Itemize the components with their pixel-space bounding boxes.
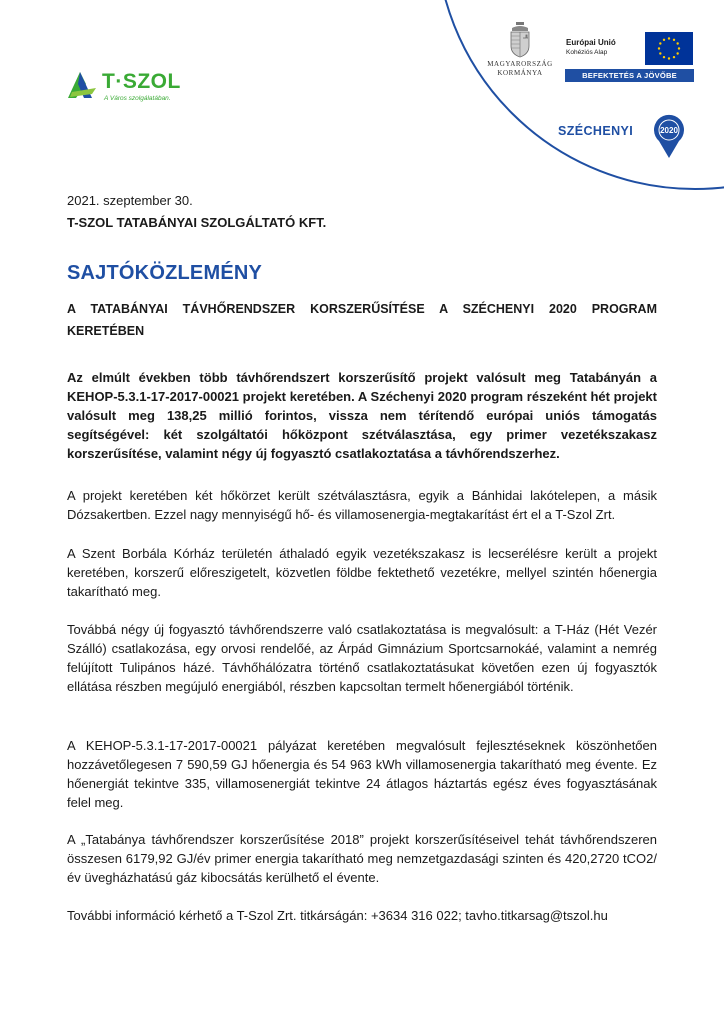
decorative-blue-arc [435, 0, 724, 190]
eu-star [659, 52, 661, 54]
eu-star [673, 39, 675, 41]
coat-of-arms-icon [508, 22, 532, 58]
company-name: T-SZOL TATABÁNYAI SZOLGÁLTATÓ KFT. [67, 215, 327, 230]
szechenyi-logo-text: SZÉCHENYI [558, 124, 634, 138]
paragraph-3: Továbbá négy új fogyasztó távhőrendszerre való csatlakoztatása is megvalósult: a T-Ház (Hét Vezér Szálló) csatlakozása, egy orvosi rendelőé, az Árpád Gimnázium Sportcsarnokáé, valamint a nemrég felújított Tulipános házé. Távhőhálózatra történő csatlakoztatásukat követően ezen új fogyasztók ellátása részben megújuló energiából, részben kapcsoltan termelt hőenergiából történik. [67, 622, 657, 694]
eu-star [676, 42, 678, 44]
eu-star [668, 57, 670, 59]
tszol-logo [66, 68, 186, 108]
eu-star [668, 37, 670, 39]
government-line-2: KORMÁNYA [497, 69, 543, 77]
eu-star [663, 56, 665, 58]
document-subtitle: A TATABÁNYAI TÁVHŐRENDSZER KORSZERŰSÍTÉSE A SZÉCHENYI 2020 PROGRAM KERETÉBEN [67, 302, 657, 338]
szechenyi-year: 2020 [660, 126, 678, 135]
paragraph-5: A „Tatabánya távhőrendszer korszerűsítése 2018” projekt korszerűsítéseivel tehát távhőrendszeren összesen 6179,92 GJ/év primer energia takarítható meg nemzetgazdasági szinten és 420,2720 tCO2/év üvegházhatású gáz kibocsátás kerülhető el évente. [67, 832, 657, 885]
page-title: SAJTÓKÖZLEMÉNY [67, 262, 263, 284]
eu-star [676, 52, 678, 54]
eu-star [678, 47, 680, 49]
government-line-1: MAGYARORSZÁG [487, 60, 553, 68]
tszol-logo-mark-icon [66, 70, 102, 100]
paragraph-1: A projekt keretében két hőkörzet került szétválasztásra, egyik a Bánhidai lakótelepen, a másik Dózsakertben. Ezzel nagy mennyiségű hő- és villamosenergia-megtakarítást ért el a T-Szol Zrt. [67, 488, 657, 522]
lead-paragraph: Az elmúlt években több távhőrendszert korszerűsítő projekt valósult meg Tatabányán a KEHOP-5.3.1-17-2017-00021 projekt keretében. A Széchenyi 2020 program részeként hét projekt valósult meg 138,25 millió forintos, vissza nem térítendő európai uniós támogatás segítségével: két szolgáltatói hőközpont szétválasztása, egy primer vezetékszakasz korszerűsítése, valamint négy új fogyasztó csatlakoztatása a távhőrendszerhez. [67, 370, 657, 461]
eu-title: Európai Unió [566, 38, 616, 47]
eu-star [658, 47, 660, 49]
eu-star [673, 56, 675, 58]
contact-line: További információ kérhető a T-Szol Zrt. titkárságán: +3634 316 022; tavho.titkarsag@tszol.hu [67, 908, 608, 923]
paragraph-2: A Szent Borbála Kórház területén áthaladó egyik vezetékszakasz is lecserélésre került a projekt keretében, korszerű előreszigetelt, közvetlen földbe fektethető vezetékre, mellyel szintén hőenergia takarítható meg. [67, 546, 657, 599]
szechenyi-2020-pin-icon [652, 113, 686, 159]
eu-star [663, 39, 665, 41]
document-date: 2021. szeptember 30. [67, 193, 193, 208]
eu-subtitle: Kohéziós Alap [566, 49, 608, 56]
eu-label [566, 38, 641, 57]
government-logo [482, 22, 558, 94]
tszol-logo-tagline: A Város szolgálatában. [104, 95, 171, 102]
tszol-logo-name: T·SZOL [102, 70, 181, 93]
paragraph-4: A KEHOP-5.3.1-17-2017-00021 pályázat keretében megvalósult fejlesztéseknek köszönhetően hozzávetőlegesen 7 590,59 GJ hőenergia és 54 963 kWh villamosenergia takarítható meg évente. Ez hőenergiát tekintve 335, villamosenergiát tekintve 24 átlagos háztartás egész éves fogyasztásának felel meg. [67, 738, 657, 810]
eu-banner: BEFEKTETÉS A JÖVŐBE [565, 69, 694, 82]
eu-flag-icon [645, 32, 693, 65]
eu-star [659, 42, 661, 44]
